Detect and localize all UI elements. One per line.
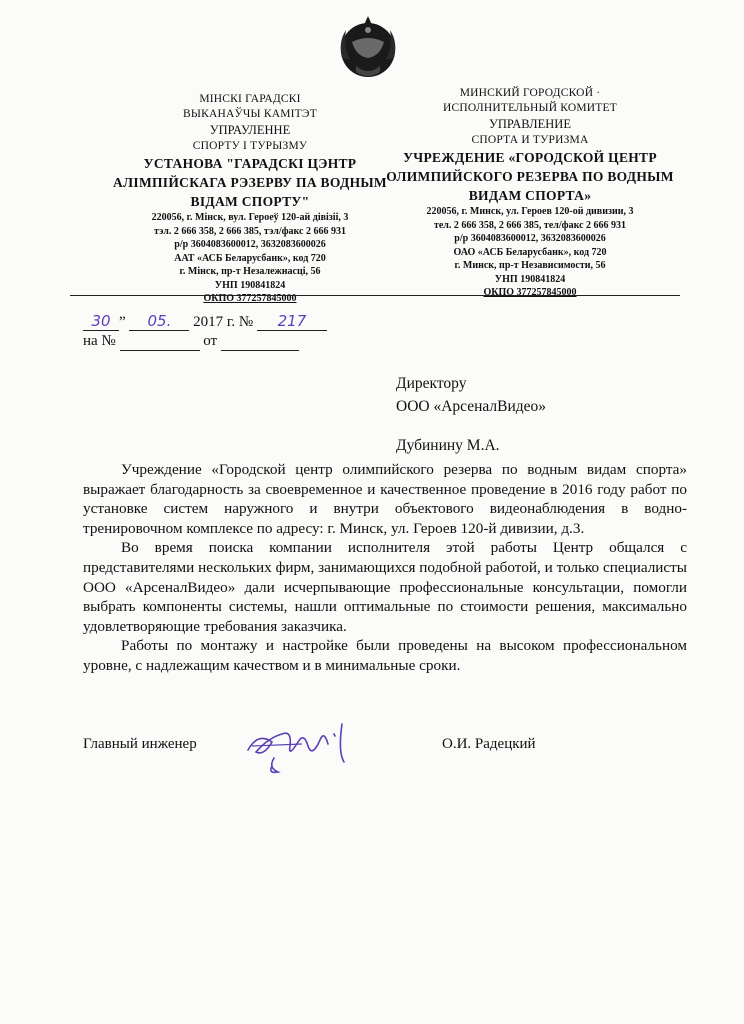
header-right-org: ОЛИМПИЙСКОГО РЕЗЕРВА ПО ВОДНЫМ (386, 169, 674, 184)
reference-line (83, 333, 299, 351)
header-left-dept: УПРАУЛЕННЕ (209, 123, 291, 137)
header-right-address: г. Минск, пр-т Независимости, 56 (454, 260, 606, 271)
header-right-address: р/р 3604083600012, 3632083600026 (454, 233, 606, 244)
body-paragraph: Во время поиска компании исполнителя этой работы Центр общался с представителями нескольких фирм, занимающихся подобной работой, и только специалисты ООО «АрсеналВидео» дали исчерпывающие профессиональные консультации, помогли выбрать компоненты системы, нашли оптимальные по стоимости решения, максимально удовлетворяющие требования заказчика. (83, 539, 687, 635)
ref-date-blank (221, 333, 299, 351)
header-left-address: УНП 190841824 (214, 279, 286, 291)
date-month: 05. (129, 312, 189, 331)
date-quote: ” (119, 314, 126, 330)
ref-from: от (203, 333, 218, 349)
header-right-russian (380, 86, 680, 300)
body-paragraph: Работы по монтажу и настройке были проведены на высоком профессиональном уровне, с надлежащим качеством и в минимальные сроки. (83, 637, 687, 674)
addressee-company: ООО «АрсеналВидео» (396, 398, 547, 415)
letter-body (83, 460, 687, 676)
date-year: 2017 г. № (193, 314, 254, 330)
addressee-block (396, 372, 546, 457)
header-left-address: тэл. 2 666 358, 2 666 385, тэл/факс 2 666 931 (154, 225, 346, 237)
state-emblem-icon (334, 12, 402, 84)
header-left-address: ААТ «АСБ Беларусбанк», код 720 (174, 252, 326, 264)
signatory-title: Главный инженер (83, 736, 197, 752)
header-right-address: ОАО «АСБ Беларусбанк», код 720 (453, 246, 607, 258)
header-left-line: МІНСКІ ГАРАДСКІ (199, 93, 301, 105)
header-right-org: ВИДАМ СПОРТА» (468, 188, 592, 203)
header-left-okpo: ОКПО 377257845000 (203, 293, 297, 304)
header-right-line: ИСПОЛНИТЕЛЬНЫЙ КОМИТЕТ (443, 102, 617, 114)
header-right-org: УЧРЕЖДЕНИЕ «ГОРОДСКОЙ ЦЕНТР (403, 150, 657, 165)
header-right-dept: УПРАВЛЕНИЕ (489, 117, 571, 131)
signatory-name: О.И. Радецкий (442, 736, 536, 752)
header-left-org: УСТАНОВА "ГАРАДСКІ ЦЭНТР (143, 156, 357, 171)
header-right-okpo: ОКПО 377257845000 (483, 287, 577, 298)
ref-number-blank (120, 333, 200, 351)
header-left-sport: СПОРТУ І ТУРЫЗМУ (192, 140, 308, 152)
header-right-address: тел. 2 666 358, 2 666 385, тел/факс 2 666 931 (433, 219, 627, 231)
header-right-line: МИНСКИЙ ГОРОДСКОЙ · (459, 87, 601, 99)
addressee-position: Директору (396, 375, 467, 392)
header-left-address: 220056, г. Мінск, вул. Героеў 120-ай дівізіі, 3 (151, 212, 349, 223)
header-divider (70, 295, 680, 296)
header-right-sport: СПОРТА И ТУРИЗМА (471, 134, 589, 146)
date-day: 30 (83, 312, 119, 331)
header-left-belarusian (100, 92, 400, 306)
header-left-org: ВІДАМ СПОРТУ" (190, 194, 310, 209)
outgoing-number: 217 (257, 312, 327, 331)
header-right-address: 220056, г. Минск, ул. Героев 120-ой дивизии, 3 (426, 206, 634, 217)
addressee-name: Дубинину М.А. (396, 437, 500, 454)
header-left-address: р/р 3604083600012, 3632083600026 (174, 239, 326, 250)
ref-prefix: на № (83, 333, 116, 349)
outgoing-date-line (83, 312, 327, 331)
header-left-org: АЛІМПІЙСКАГА РЭЗЕРВУ ПА ВОДНЫМ (113, 175, 387, 190)
header-left-line: ВЫКАНАЎЧЫ КАМІТЭТ (183, 108, 317, 120)
handwritten-signature-icon (238, 712, 360, 778)
body-paragraph: Учреждение «Городской центр олимпийского резерва по водным видам спорта» выражает благодарность за своевременное и качественное проведение в 2016 году работ по установке систем наружного и внутри объектового видеонаблюдения в водно-тренировочном комплексе по адресу: г. Минск, ул. Героев 120-й дивизии, д.3. (83, 461, 687, 537)
header-right-address: УНП 190841824 (494, 273, 566, 285)
header-left-address: г. Мінск, пр-т Незалежнасці, 56 (179, 266, 321, 277)
